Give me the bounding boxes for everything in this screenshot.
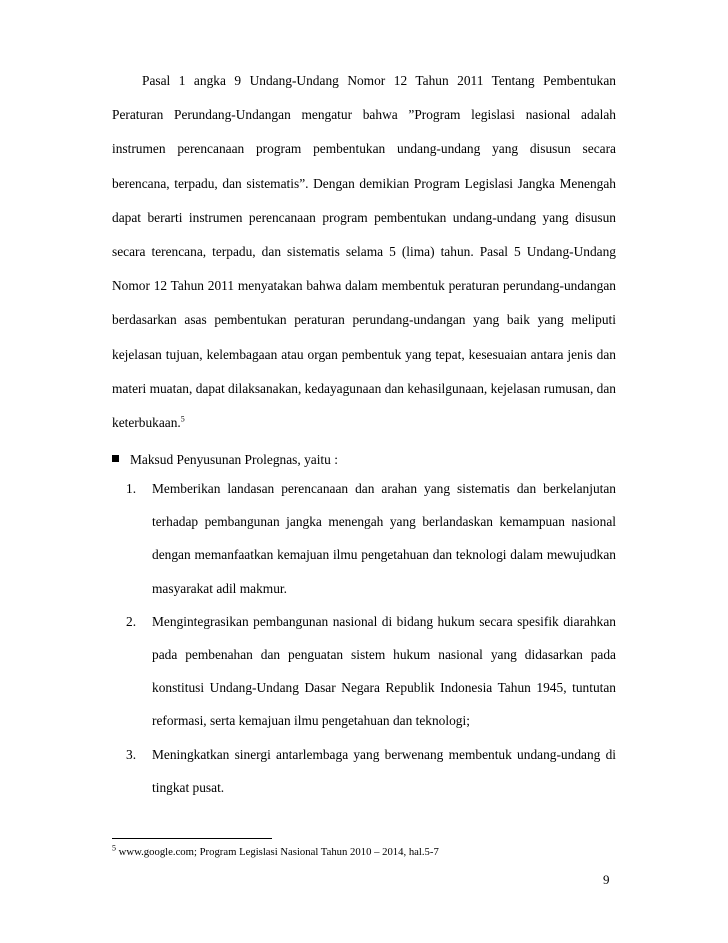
page-number: 9 (603, 872, 610, 887)
paragraph-text: Pasal 1 angka 9 Undang-Undang Nomor 12 Tahun 2011 Tentang Pembentukan Peraturan Perundang-Undangan mengatur bahwa ”Program legislasi nasional adalah instrumen perencanaan program pembentukan undang-undang yang disusun secara berencana, terpadu, dan sistematis”. Dengan demikian Program Legislasi Jangka Menengah dapat berarti instrumen perencanaan program pembentukan undang-undang yang disusun secara terencana, terpadu, dan sistematis selama 5 (lima) tahun. Pasal 5 Undang-Undang Nomor 12 Tahun 2011 menyatakan bahwa dalam membentuk peraturan perundang-undangan berdasarkan asas pembentukan peraturan perundang-undangan yang baik yang meliputi kejelasan tujuan, kelembagaan atau organ pembentuk yang tepat, kesesuaian antara jenis dan materi muatan, dapat dilaksanakan, kedayagunaan dan kehasilgunaan, kejelasan rumusan, dan keterbukaan. (112, 73, 616, 431)
list-item-text: Memberikan landasan perencanaan dan arahan yang sistematis dan berkelanjutan terhadap pembangunan jangka menengah yang berlandaskan kemampuan nasional dengan memanfaatkan kemajuan ilmu pengetahuan dan teknologi dalam mewujudkan masyarakat adil makmur. (152, 481, 616, 596)
footnote-text: www.google.com; Program Legislasi Nasional Tahun 2010 – 2014, hal.5-7 (118, 846, 439, 858)
list-item-text: Meningkatkan sinergi antarlembaga yang berwenang membentuk undang-undang di tingkat pusat. (152, 746, 616, 795)
list-item (126, 738, 616, 804)
list-item-text: Mengintegrasikan pembangunan nasional di bidang hukum secara spesifik diarahkan pada pembenahan dan penguatan sistem hukum nasional yang didasarkan pada konstitusi Undang-Undang Dasar Negara Republik Indonesia Tahun 1945, tuntutan reformasi, serta kemajuan ilmu pengetahuan dan teknologi; (152, 613, 616, 729)
footnote-divider (112, 838, 272, 839)
footnote (112, 845, 616, 859)
footnote-reference: 5 (180, 414, 185, 424)
list-item (126, 472, 616, 605)
section-heading-text: Maksud Penyusunan Prolegnas, yaitu : (130, 452, 338, 467)
list-item-number: 1. (126, 481, 137, 496)
body-paragraph (112, 64, 616, 440)
numbered-list (126, 472, 616, 804)
square-bullet-icon (112, 455, 119, 462)
list-item (126, 605, 616, 738)
footnote-number: 5 (112, 843, 116, 853)
list-item-number: 3. (126, 746, 137, 762)
list-item-number: 2. (126, 613, 137, 629)
